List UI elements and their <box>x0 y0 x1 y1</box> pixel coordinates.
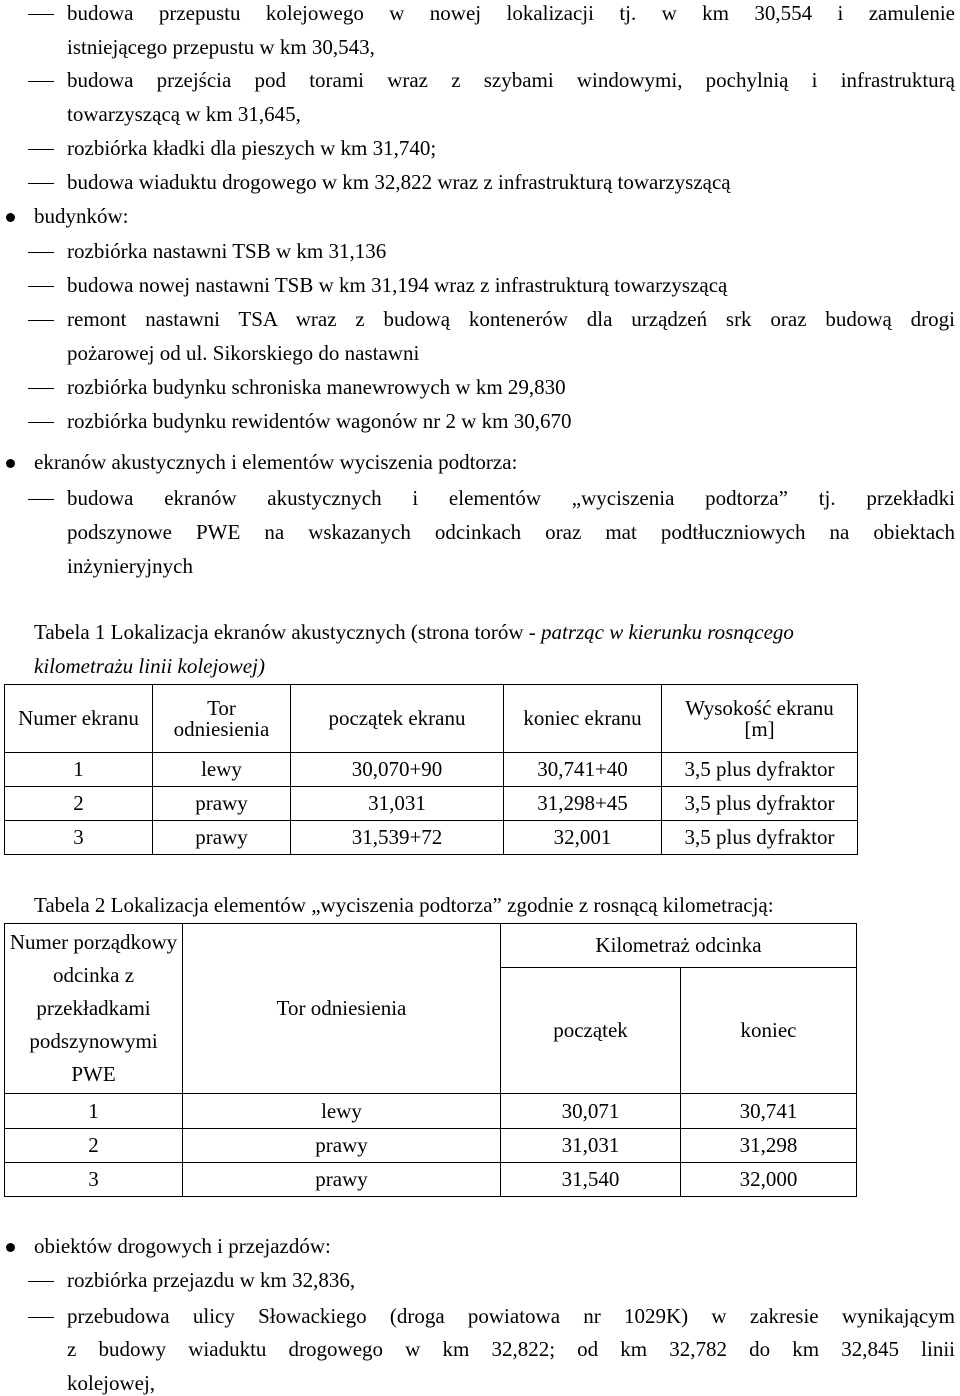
header-cell: początek ekranu <box>291 685 504 753</box>
table-cell: 3,5 plus dyfraktor <box>662 821 858 855</box>
dash-bullet <box>28 1281 54 1282</box>
table-cell: 30,071 <box>501 1094 681 1129</box>
dash-bullet <box>28 320 54 321</box>
header-cell: Numer porządkowy odcinka z przekładkami podszynowymi PWE <box>5 924 183 1094</box>
header-cell: Tor odniesienia <box>183 924 501 1094</box>
table-cell: 1 <box>5 1094 183 1129</box>
table-cell: 30,741 <box>681 1094 857 1129</box>
table-cell: lewy <box>183 1094 501 1129</box>
list-item-line: rozbiórka budynku schroniska manewrowych w km 29,830 <box>67 375 566 399</box>
table-cell: 31,298+45 <box>504 787 662 821</box>
table-cell: prawy <box>183 1129 501 1163</box>
header-cell: Numer ekranu <box>5 685 153 753</box>
section-heading: ekranów akustycznych i elementów wyciszenia podtorza: <box>34 450 518 474</box>
dash-bullet <box>28 183 54 184</box>
list-item-line: podszynowe PWE na wskazanych odcinkach oraz mat podtłuczniowych na obiektach <box>67 520 955 544</box>
list-item-line: pożarowej od ul. Sikorskiego do nastawni <box>67 341 420 365</box>
list-item-line: remont nastawni TSA wraz z budową kontenerów dla urządzeń srk oraz budową drogi <box>67 307 955 331</box>
table-cell: prawy <box>153 787 291 821</box>
list-item-line: przebudowa ulicy Słowackiego (droga powiatowa nr 1029K) w zakresie wynikającym <box>67 1304 955 1328</box>
table-cell: 1 <box>5 753 153 787</box>
table-cell: 31,540 <box>501 1163 681 1197</box>
section-heading: obiektów drogowych i przejazdów: <box>34 1234 331 1258</box>
header-cell: Wysokość ekranu [m] <box>662 685 858 753</box>
list-item-line: kolejowej, <box>67 1371 156 1395</box>
table2-caption: Tabela 2 Lokalizacja elementów „wyciszenia podtorza” zgodnie z rosnącą kilometracją: <box>34 893 774 917</box>
header-cell: Tor odniesienia <box>153 685 291 753</box>
table-row <box>5 1094 857 1129</box>
table-cell: 32,001 <box>504 821 662 855</box>
list-item-line: towarzyszącą w km 31,645, <box>67 102 301 126</box>
list-item-line: istniejącego przepustu w km 30,543, <box>67 35 375 59</box>
table-cell: 31,031 <box>291 787 504 821</box>
dash-bullet <box>28 1317 54 1318</box>
dash-bullet <box>28 286 54 287</box>
round-bullet <box>6 213 15 222</box>
list-item-line: budowa nowej nastawni TSB w km 31,194 wraz z infrastrukturą towarzyszącą <box>67 273 728 297</box>
table-screens <box>4 684 858 855</box>
list-item-line: inżynieryjnych <box>67 554 193 578</box>
table-header-row <box>5 685 858 753</box>
list-item-line: rozbiórka przejazdu w km 32,836, <box>67 1268 356 1292</box>
round-bullet <box>6 1243 15 1252</box>
dash-bullet <box>28 149 54 150</box>
table-row <box>5 787 858 821</box>
table1-caption-continued: kilometrażu linii kolejowej) <box>34 654 265 678</box>
table-cell: 31,031 <box>501 1129 681 1163</box>
table-cell: 2 <box>5 1129 183 1163</box>
table-cell: 30,741+40 <box>504 753 662 787</box>
table-cell: prawy <box>183 1163 501 1197</box>
list-item-line: rozbiórka budynku rewidentów wagonów nr 2 w km 30,670 <box>67 409 572 433</box>
header-cell: Kilometraż odcinka <box>501 924 857 968</box>
table-cell: 3 <box>5 821 153 855</box>
dash-bullet <box>28 252 54 253</box>
header-cell: koniec <box>681 968 857 1094</box>
list-item-line: budowa przepustu kolejowego w nowej lokalizacji tj. w km 30,554 i zamulenie <box>67 1 955 25</box>
table-cell: 31,539+72 <box>291 821 504 855</box>
header-cell: koniec ekranu <box>504 685 662 753</box>
list-item-line: rozbiórka kładki dla pieszych w km 31,740; <box>67 136 437 160</box>
table-cell: 32,000 <box>681 1163 857 1197</box>
table-cell: 3,5 plus dyfraktor <box>662 753 858 787</box>
caption-text: Tabela 1 Lokalizacja ekranów akustycznych (strona torów - <box>34 620 541 644</box>
list-item-line: z budowy wiaduktu drogowego w km 32,822; od km 32,782 do km 32,845 linii <box>67 1337 955 1361</box>
list-item-line: budowa wiaduktu drogowego w km 32,822 wraz z infrastrukturą towarzyszącą <box>67 170 731 194</box>
dash-bullet <box>28 388 54 389</box>
list-item-line: rozbiórka nastawni TSB w km 31,136 <box>67 239 387 263</box>
caption-italic-text: patrząc w kierunku rosnącego <box>540 620 794 644</box>
table-cell: lewy <box>153 753 291 787</box>
table-cell: 3 <box>5 1163 183 1197</box>
table-cell: 2 <box>5 787 153 821</box>
section-heading: budynków: <box>34 204 129 228</box>
round-bullet <box>6 459 15 468</box>
dash-bullet <box>28 422 54 423</box>
table-row <box>5 753 858 787</box>
table-row <box>5 1163 857 1197</box>
table1-caption <box>34 622 794 643</box>
list-item-line: budowa ekranów akustycznych i elementów „wyciszenia podtorza” tj. przekładki <box>67 486 955 510</box>
table-pwe-sections <box>4 923 857 1197</box>
table-cell: prawy <box>153 821 291 855</box>
table-cell: 3,5 plus dyfraktor <box>662 787 858 821</box>
table-cell: 31,298 <box>681 1129 857 1163</box>
dash-bullet <box>28 499 54 500</box>
header-cell: początek <box>501 968 681 1094</box>
table-cell: 30,070+90 <box>291 753 504 787</box>
dash-bullet <box>28 14 54 15</box>
table-header-row <box>5 924 857 968</box>
table-row <box>5 821 858 855</box>
dash-bullet <box>28 81 54 82</box>
table-row <box>5 1129 857 1163</box>
list-item-line: budowa przejścia pod torami wraz z szybami windowymi, pochylnią i infrastrukturą <box>67 68 955 92</box>
